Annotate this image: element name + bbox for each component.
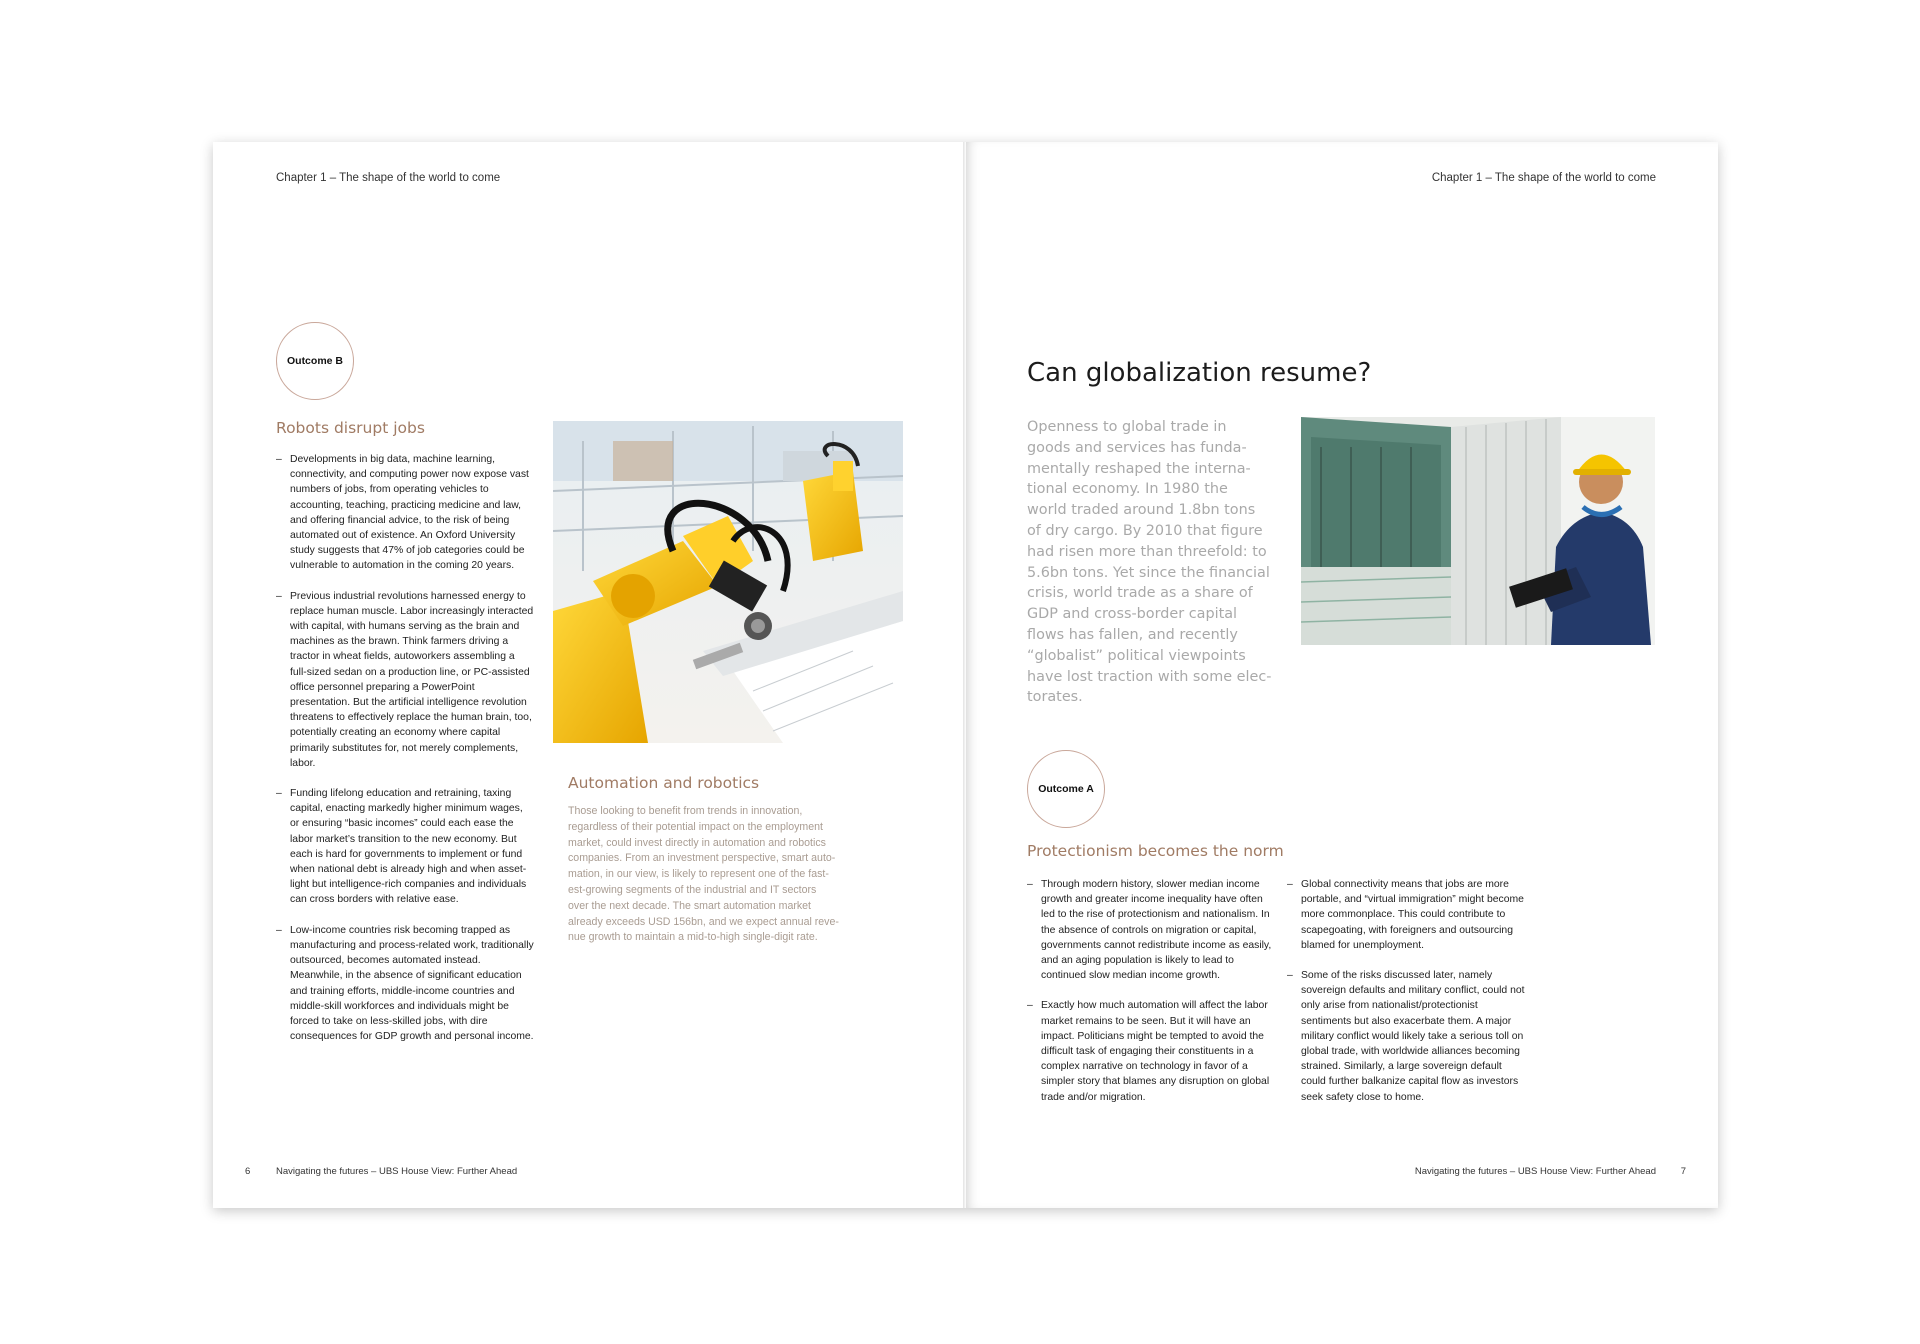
bullet-list-col2 bbox=[1287, 877, 1527, 1120]
outcome-a-badge bbox=[1027, 750, 1105, 828]
right-page bbox=[965, 142, 1718, 1208]
bullet-list-col1 bbox=[1027, 877, 1272, 1120]
page-title: Can globalization resume? bbox=[1027, 358, 1372, 388]
page-number: 6 bbox=[245, 1166, 251, 1177]
running-header: Chapter 1 – The shape of the world to come bbox=[276, 172, 501, 184]
intro-text: Openness to global trade in goods and services has funda- mentally reshaped the interna- tional economy. In 1980 the world traded around 1.8bn tons of dry cargo. By 2010 that figure had risen more than threefold: to 5.6bn tons. Yet since the financial crisis, world trade as a share of GDP and cross-border capital flows has fallen, and recently “globalist” political viewpoints have lost traction with some elec- torates. bbox=[1027, 419, 1272, 706]
list-item: – Through modern history, slower median income growth and greater income inequality have often led to the rise of protectionism and nationalism. In the absence of controls on migration or capital, governments cannot redistribute income as easily, and an aging population is likely to lead to continued slow median income growth. bbox=[1027, 879, 1272, 982]
list-item: – Funding lifelong education and retraining, taxing capital, enacting markedly higher minimum wages, or ensuring “basic incomes” could each ease the labor market’s transition to the new economy. But each is hard for governments to implement or fund when national debt is already high and when asset-light but intelligence-rich companies and individuals can cross borders with relative ease. bbox=[276, 788, 527, 906]
outcome-label: Outcome B bbox=[286, 355, 343, 367]
sidebar-title: Automation and robotics bbox=[568, 774, 760, 792]
section-heading: Protectionism becomes the norm bbox=[1027, 842, 1284, 860]
brochure-spread bbox=[213, 142, 1718, 1208]
footer-text: Navigating the futures – UBS House View: Further Ahead bbox=[1414, 1166, 1656, 1177]
footer-text: Navigating the futures – UBS House View: Further Ahead bbox=[276, 1166, 518, 1177]
robot-arm-photo bbox=[553, 421, 903, 743]
bullet-list bbox=[276, 452, 534, 1059]
left-page bbox=[213, 142, 965, 1208]
list-item: – Global connectivity means that jobs are more portable, and “virtual immigration” might become more commonplace. This could contribute to scapegoating, with foreigners and outsourcing blamed for unemployment. bbox=[1287, 879, 1524, 951]
list-item: – Previous industrial revolutions harnessed energy to replace human muscle. Labor increasingly interacted with capital, with humans serving as the brain and machines as the brawn. Think farmers driving a tractor in wheat fields, autoworkers assembling a full-sized sedan on a production line, or PC-assisted office personnel preparing a PowerPoint presentation. But the artificial intelligence revolution threatens to effectively replace the human brain, too, potentially creating an economy where capital primarily substitutes for, not merely complements, labor. bbox=[276, 590, 534, 769]
list-item: – Exactly how much automation will affect the labor market remains to be seen. But it will have an impact. Politicians might be tempted to avoid the difficult task of engaging their constituents in a complex narrative on technology in favor of a simpler story that blames any disruption on global trade and/or migration. bbox=[1027, 1000, 1270, 1103]
page-number: 7 bbox=[1680, 1166, 1686, 1177]
dock-worker-photo bbox=[1301, 417, 1655, 645]
list-item: – Some of the risks discussed later, namely sovereign defaults and military conflict, could not only arise from nationalist/protectionist sentiments but also exacerbate them. A major military conflict would likely take a serious toll on global trade, with worldwide alliances becoming strained. Similarly, a large sovereign default could further balkanize capital flow as investors seek safety close to home. bbox=[1287, 970, 1525, 1103]
outcome-label: Outcome A bbox=[1038, 783, 1094, 795]
section-heading: Robots disrupt jobs bbox=[276, 419, 425, 437]
list-item: – Low-income countries risk becoming trapped as manufacturing and process-related work, traditionally outsourced, becomes automated instead. Meanwhile, in the absence of significant education and training efforts, middle-income countries and middle-skill workforces and individuals might be forced to take on less-skilled jobs, with dire consequences for GDP growth and personal income. bbox=[276, 924, 534, 1043]
outcome-b-badge bbox=[276, 322, 354, 400]
sidebar-text: Those looking to benefit from trends in innovation, regardless of their potential impact on the employment market, could invest directly in automation and robotics companies. From an investment perspective, smart auto- mation, in our view, is likely to represent one of the fast- est-growing segments of the industrial and IT sectors over the next decade. The smart automation market already exceeds USD 156bn, and we expect annual reve- nue growth to maintain a mid-to-high single-digit rate. bbox=[568, 805, 839, 944]
gutter-shadow bbox=[963, 142, 966, 1208]
list-item: – Developments in big data, machine learning, connectivity, and computing power now expose vast numbers of jobs, from operating vehicles to accounting, teaching, practicing medicine and law, and offering financial advice, to the risk of being automated out of existence. An Oxford University study suggests that 47% of job categories could be vulnerable to automation in the coming 20 years. bbox=[276, 454, 529, 572]
running-header: Chapter 1 – The shape of the world to come bbox=[1431, 172, 1656, 184]
